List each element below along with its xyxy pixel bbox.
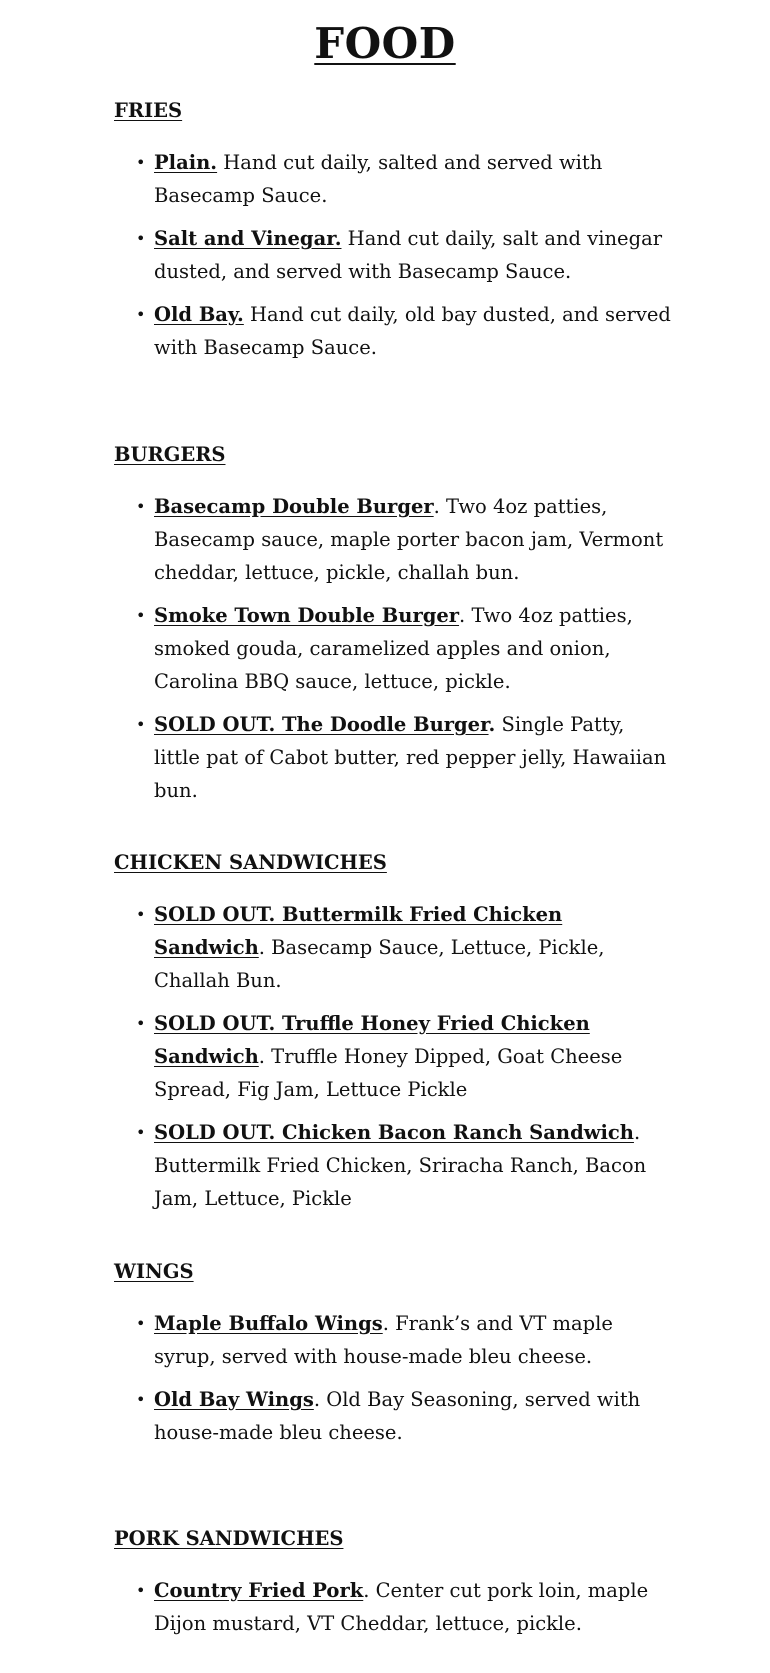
menu-item <box>114 1307 674 1373</box>
item-description: Old Bay Seasoning, served with house-made bleu cheese. <box>154 1388 641 1444</box>
section-heading: BURGERS <box>114 443 226 466</box>
section-pork-sandwiches <box>114 1526 674 1650</box>
item-list <box>114 490 674 807</box>
item-name: SOLD OUT. Buttermilk Fried Chicken Sandwich <box>154 903 563 959</box>
item-description: Truffle Honey Dipped, Goat Cheese Spread, Fig Jam, Lettuce Pickle <box>154 1045 623 1101</box>
item-name: Maple Buffalo Wings <box>154 1312 383 1335</box>
section-fries <box>114 98 674 374</box>
bullet-icon: • <box>136 1314 146 1333</box>
menu-item <box>114 146 674 212</box>
item-list <box>114 146 674 364</box>
item-description: Buttermilk Fried Chicken, Sriracha Ranch, Bacon Jam, Lettuce, Pickle <box>154 1154 647 1210</box>
item-name-suffix: . <box>313 1388 321 1411</box>
item-list <box>114 1307 674 1449</box>
item-name-suffix: . <box>459 604 466 627</box>
section-heading: FRIES <box>114 99 183 122</box>
section-heading: WINGS <box>114 1260 194 1283</box>
item-name-suffix: . <box>258 1045 265 1068</box>
item-description: Hand cut daily, old bay dusted, and served with Basecamp Sauce. <box>154 303 671 359</box>
page-title: FOOD <box>314 19 456 68</box>
item-list <box>114 898 674 1215</box>
item-name-suffix: . <box>382 1312 389 1335</box>
item-name: SOLD OUT. Chicken Bacon Ranch Sandwich <box>154 1121 634 1144</box>
item-name: Smoke Town Double Burger <box>154 604 460 627</box>
item-description: Hand cut daily, salt and vinegar dusted, and served with Basecamp Sauce. <box>154 227 663 283</box>
item-description: Two 4oz patties, Basecamp sauce, maple porter bacon jam, Vermont cheddar, lettuce, pickle, challah bun. <box>154 495 664 584</box>
bullet-icon: • <box>136 153 146 172</box>
section-wings <box>114 1259 674 1459</box>
bullet-icon: • <box>136 497 146 516</box>
section-chicken-sandwiches <box>114 850 674 1225</box>
bullet-icon: • <box>136 1581 146 1600</box>
item-name-suffix: . <box>433 495 440 518</box>
item-description: Basecamp Sauce, Lettuce, Pickle, Challah Bun. <box>154 936 605 992</box>
menu-item <box>114 898 674 997</box>
item-name: Basecamp Double Burger <box>154 495 434 518</box>
item-name-suffix: . <box>633 1121 641 1144</box>
menu-item <box>114 490 674 589</box>
menu-item <box>114 599 674 698</box>
item-description: Frank’s and VT maple syrup, served with house-made bleu cheese. <box>154 1312 613 1368</box>
menu-item <box>114 1383 674 1449</box>
item-name-suffix: . <box>258 936 265 959</box>
section-heading: PORK SANDWICHES <box>114 1527 344 1550</box>
item-name: Old Bay. <box>154 303 244 326</box>
bullet-icon: • <box>136 1123 146 1142</box>
item-name: Old Bay Wings <box>154 1388 314 1411</box>
item-name: SOLD OUT. Truffle Honey Fried Chicken Sandwich <box>154 1012 590 1068</box>
bullet-icon: • <box>136 715 146 734</box>
bullet-icon: • <box>136 905 146 924</box>
item-name: Country Fried Pork <box>154 1579 364 1602</box>
menu-item <box>114 298 674 364</box>
bullet-icon: • <box>136 606 146 625</box>
item-name: Salt and Vinegar. <box>154 227 342 250</box>
item-name: Plain. <box>154 151 218 174</box>
bullet-icon: • <box>136 1014 146 1033</box>
menu-item <box>114 222 674 288</box>
item-name-suffix: . <box>488 713 496 736</box>
bullet-icon: • <box>136 229 146 248</box>
bullet-icon: • <box>136 305 146 324</box>
menu-item <box>114 1574 674 1640</box>
item-name: SOLD OUT. The Doodle Burger <box>154 713 489 736</box>
menu-item <box>114 1116 674 1215</box>
item-description: Two 4oz patties, smoked gouda, caramelized apples and onion, Carolina BBQ sauce, lettuce, pickle. <box>154 604 633 693</box>
section-heading: CHICKEN SANDWICHES <box>114 851 387 874</box>
item-description: Hand cut daily, salted and served with Basecamp Sauce. <box>154 151 603 207</box>
item-name-suffix: . <box>363 1579 370 1602</box>
item-description: Center cut pork loin, maple Dijon mustard, VT Cheddar, lettuce, pickle. <box>154 1579 649 1635</box>
section-burgers <box>114 442 674 817</box>
item-list <box>114 1574 674 1640</box>
item-description: Single Patty, little pat of Cabot butter, red pepper jelly, Hawaiian bun. <box>154 713 667 802</box>
bullet-icon: • <box>136 1390 146 1409</box>
menu-item <box>114 708 674 807</box>
menu-item <box>114 1007 674 1106</box>
